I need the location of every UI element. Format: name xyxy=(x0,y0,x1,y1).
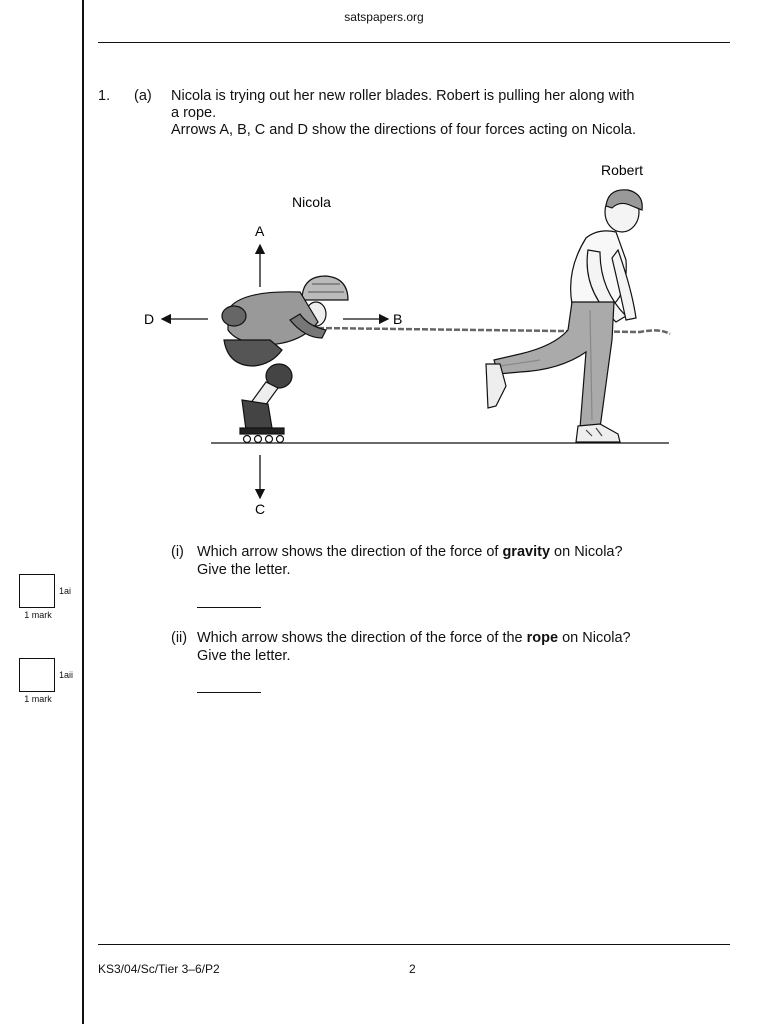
question-intro-line3: Arrows A, B, C and D show the directions of four forces acting on Nicola. xyxy=(171,122,637,138)
mark-box-1ai[interactable] xyxy=(19,574,55,608)
sub-i-number: (i) xyxy=(171,544,184,560)
sub-i-question xyxy=(197,544,623,561)
question-part: (a) xyxy=(134,88,152,104)
rope xyxy=(318,328,670,334)
mark-label-1ai: 1 mark xyxy=(24,610,52,620)
sub-i-keyword: gravity xyxy=(502,544,551,560)
mark-code-1ai: 1ai xyxy=(59,586,72,596)
question-number: 1. xyxy=(98,88,111,104)
arrow-c-label: C xyxy=(255,501,266,517)
question-intro-line2: a rope. xyxy=(171,105,217,121)
label-nicola: Nicola xyxy=(292,194,331,210)
site-header: satspapers.org xyxy=(344,10,424,24)
sub-ii-question xyxy=(197,630,631,647)
nicola-figure xyxy=(222,276,348,443)
robert-figure xyxy=(486,190,642,442)
sub-ii-text-before: Which arrow shows the direction of the force of the xyxy=(197,630,527,646)
sub-ii-instruction: Give the letter. xyxy=(197,648,291,664)
arrow-a-label: A xyxy=(255,223,265,239)
question-intro-line1: Nicola is trying out her new roller blades. Robert is pulling her along with xyxy=(171,88,635,104)
answer-line-ii[interactable] xyxy=(197,692,261,693)
answer-line-i[interactable] xyxy=(197,607,261,608)
footer-rule xyxy=(98,944,730,945)
mark-label-1aii: 1 mark xyxy=(24,694,52,704)
label-robert: Robert xyxy=(601,162,644,178)
page-number: 2 xyxy=(409,962,416,976)
mark-code-1aii: 1aii xyxy=(59,670,74,680)
footer-code: KS3/04/Sc/Tier 3–6/P2 xyxy=(98,962,220,976)
sub-ii-keyword: rope xyxy=(526,630,559,646)
arrow-b-label: B xyxy=(393,311,403,327)
mark-box-1aii[interactable] xyxy=(19,658,55,692)
sub-ii-text-after: on Nicola? xyxy=(558,630,631,646)
sub-i-text-before: Which arrow shows the direction of the force of xyxy=(197,544,503,560)
sub-i-instruction: Give the letter. xyxy=(197,562,291,578)
sub-i-text-after: on Nicola? xyxy=(550,544,623,560)
sub-ii-number: (ii) xyxy=(171,630,188,646)
arrow-d-label: D xyxy=(144,311,155,327)
